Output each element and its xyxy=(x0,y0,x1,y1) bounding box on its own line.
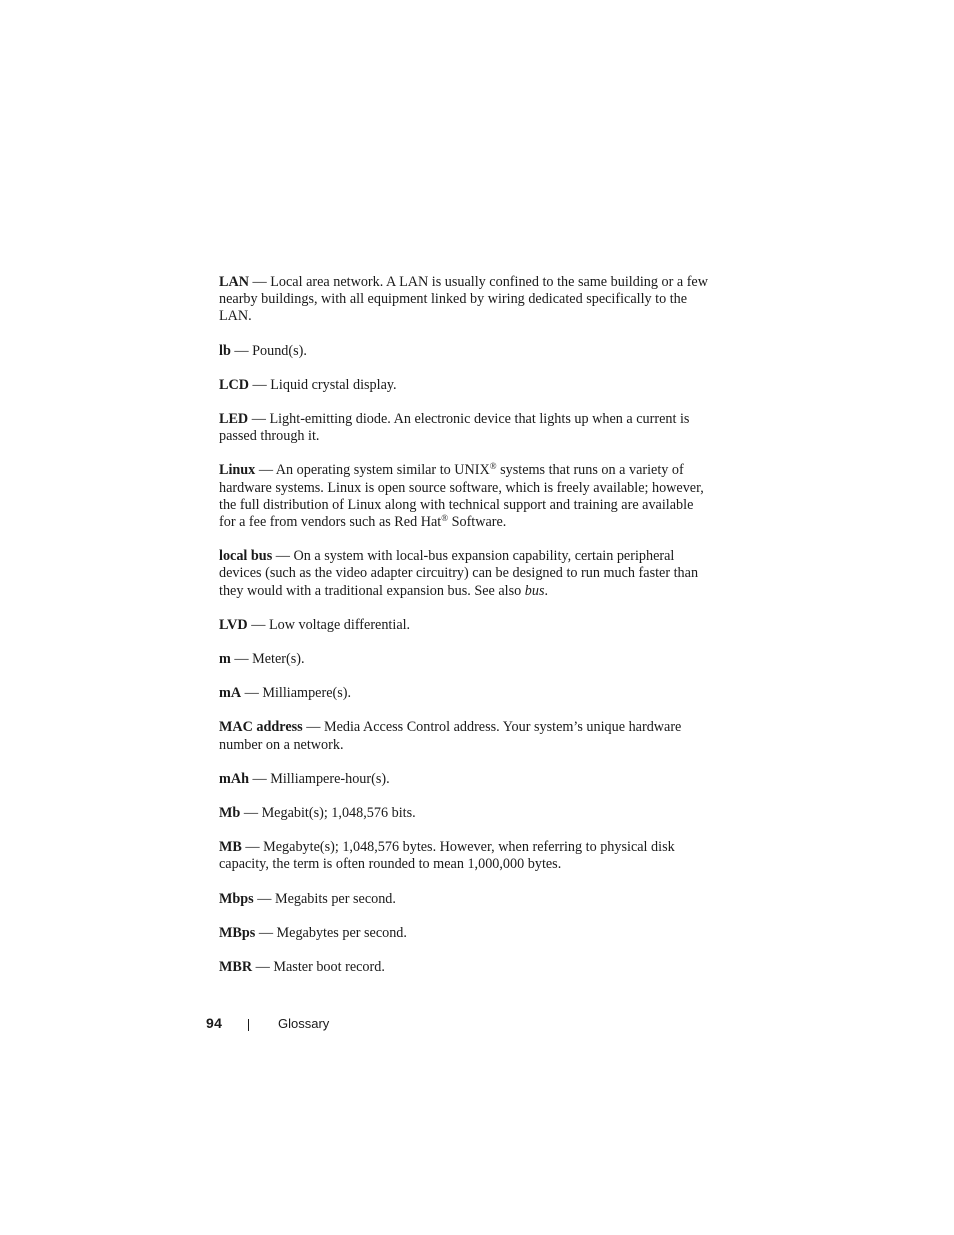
glossary-definition-end: Software. xyxy=(448,514,507,531)
glossary-term: MBR xyxy=(219,959,253,976)
glossary-term: m xyxy=(219,651,231,668)
glossary-entry-lcd xyxy=(219,377,711,394)
glossary-definition: Milliampere-hour(s). xyxy=(270,770,390,787)
em-dash: — xyxy=(272,548,294,565)
glossary-definition: Pound(s). xyxy=(252,342,307,359)
glossary-entry-mb-bytes xyxy=(219,839,711,873)
glossary-definition: An operating system similar to UNIX xyxy=(275,462,490,479)
em-dash: — xyxy=(248,376,271,393)
glossary-entry-led xyxy=(219,411,711,445)
glossary-entry-mbr xyxy=(219,959,711,976)
footer-divider xyxy=(248,1019,249,1031)
glossary-term: mAh xyxy=(219,770,249,787)
glossary-term: LED xyxy=(219,411,249,428)
glossary-definition: Light-emitting diode. An electronic device that lights up when a current is passed through it. xyxy=(219,411,690,445)
glossary-definition: Low voltage differential. xyxy=(268,616,411,633)
em-dash: — xyxy=(255,924,277,941)
em-dash: — xyxy=(230,342,253,359)
glossary-entry-m xyxy=(219,651,711,668)
glossary-term: LAN xyxy=(219,274,249,290)
em-dash: — xyxy=(252,959,274,976)
cross-reference: bus xyxy=(524,582,545,599)
registered-mark: ® xyxy=(489,461,497,472)
glossary-term: MAC address xyxy=(219,719,303,736)
glossary-entry-mb-bits xyxy=(219,805,711,822)
section-name: Glossary xyxy=(278,1016,330,1031)
glossary-term: Linux xyxy=(219,462,256,479)
glossary-definition: Megabits per second. xyxy=(274,890,396,907)
page-number: 94 xyxy=(206,1015,223,1031)
glossary-term: Mbps xyxy=(219,890,254,907)
glossary-term: MBps xyxy=(219,924,256,941)
glossary-entry-linux xyxy=(219,462,711,531)
glossary-term: Mb xyxy=(219,805,241,822)
em-dash: — xyxy=(241,685,263,702)
glossary-definition: Megabytes per second. xyxy=(276,924,407,941)
glossary-definition: Master boot record. xyxy=(273,959,385,976)
em-dash: — xyxy=(248,411,270,428)
em-dash: — xyxy=(247,616,269,633)
glossary-term: MB xyxy=(219,839,242,856)
em-dash: — xyxy=(230,651,253,668)
glossary-entry-local-bus xyxy=(219,548,711,600)
glossary-entry-lb xyxy=(219,343,711,360)
glossary-term: mA xyxy=(219,685,242,702)
glossary-definition: Megabyte(s); 1,048,576 bytes. However, when referring to physical disk capacity, the term is often rounded to mean 1,000,000 bytes. xyxy=(219,839,675,873)
glossary-definition: Liquid crystal display. xyxy=(270,376,397,393)
glossary-entry-mah xyxy=(219,771,711,788)
glossary-definition-cont: systems that runs on a variety of hardware systems. Linux is open source software, which is freely available; however, the full distribution of Linux along with technical support and training are available for a fee from vendors such as Red Hat xyxy=(219,462,704,531)
glossary-entry-lan xyxy=(219,274,711,326)
glossary-definition: On a system with local-bus expansion capability, certain peripheral devices (such as the video adapter circuitry) can be designed to run much faster than they would with a traditional expansion bus. See also xyxy=(219,548,699,599)
glossary-entry-lvd xyxy=(219,617,711,634)
glossary-entry-mac-address xyxy=(219,719,711,753)
glossary-definition: Meter(s). xyxy=(252,651,305,668)
glossary-term: LCD xyxy=(219,376,249,393)
glossary-definition: Media Access Control address. Your system’s unique hardware number on a network. xyxy=(219,719,682,753)
glossary-entry-ma xyxy=(219,685,711,702)
glossary-term: lb xyxy=(219,342,231,359)
registered-mark: ® xyxy=(441,513,449,524)
glossary-definition: Milliampere(s). xyxy=(262,685,352,702)
sentence-end: . xyxy=(544,582,549,599)
em-dash: — xyxy=(248,274,271,290)
em-dash: — xyxy=(248,770,271,787)
glossary-entry-mbps-bits xyxy=(219,891,711,908)
glossary-definition: Megabit(s); 1,048,576 bits. xyxy=(261,805,416,822)
em-dash: — xyxy=(255,462,276,479)
em-dash: — xyxy=(302,719,324,736)
glossary-content xyxy=(219,274,711,993)
em-dash: — xyxy=(240,805,262,822)
em-dash: — xyxy=(241,839,264,856)
glossary-term: LVD xyxy=(219,616,248,633)
em-dash: — xyxy=(253,890,275,907)
glossary-definition: Local area network. A LAN is usually confined to the same building or a few nearby buildings, with all equipment linked by wiring dedicated specifically to the LAN. xyxy=(219,274,708,325)
glossary-entry-mbps-bytes xyxy=(219,925,711,942)
glossary-term: local bus xyxy=(219,548,273,565)
